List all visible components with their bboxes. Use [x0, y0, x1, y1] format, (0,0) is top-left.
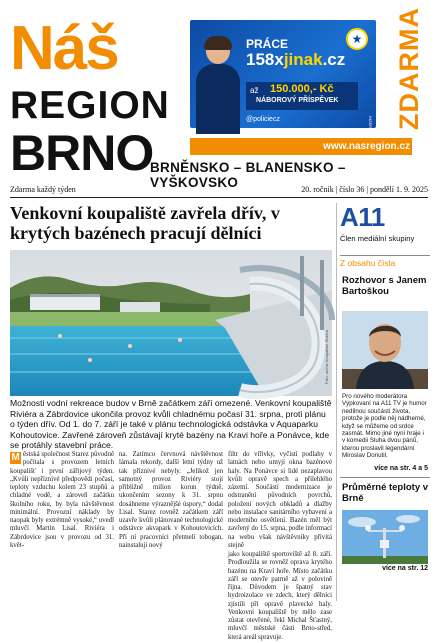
article-lead: Možnosti vodní rekreace budov v Brně začátkem září omezené. Venkovní koupaliště Riviéra a Zábrdovice ukončila provoz kvůli chladnému počasí 31. srpna, proti plánu o týden dřív. Od 1. do 7. září je také v plánu technologická odstávka v Aquaparku Kohoutovice. Zavřené zároveň zůstávají kryté bazény na Kravi hoře a Ponávce, kde se protáhly stavební práce.: [10, 398, 332, 451]
dropcap: M: [11, 452, 20, 463]
issue-number: 20. ročník | číslo 36 | pondělí 1. 9. 2025: [301, 185, 428, 194]
zdarma-label: ZDARMA: [394, 7, 424, 130]
police-recruitment-ad: [190, 20, 376, 134]
interview-teaser: Pro nového moderátora Výpkovaní na A11 TV je humor nedílnou součástí života, protože je podle něj nádherné, když se můžeme od srdce zasmát. Mimo jiné nyní hraje i v komedii Sluha dvou pánů, kterou proslavil legendární Miroslav Donutil.: [342, 393, 427, 460]
column-4-text: jako koupaliště sportoviště až 8. září. Prodloužila se rovněž oprava krytého bazénu na Kraví hoře. Místo začátku září se otevře patrně až v polovině října. Důvodem je špatný stav hydroizolace ve zdech, který dělníci zjistili při opravě plavecké haly. Venkovní koupaliště by mělo zase zůstat otevřené, řekl Michal Šťastný, mluvčí městské části Brno-střed, která areál spravuje.: [228, 551, 332, 641]
ad-social-handle: @policiecz: [246, 116, 280, 123]
sidebar-divider: [340, 477, 430, 478]
ad-subtitle: NÁBOROVÝ PŘÍSPĚVEK: [256, 97, 339, 104]
a11-logo[interactable]: A11: [340, 202, 385, 232]
logo-line-nas: Náš: [10, 14, 118, 83]
photo-credit: Foto: archiv Koupaliště Riviéra: [324, 330, 329, 385]
divider: [10, 197, 428, 198]
contents-heading: Z obsahu čísla: [340, 255, 430, 268]
temperature-page-ref[interactable]: více na str. 12: [382, 565, 428, 572]
article-column-3: [228, 451, 332, 643]
article-column-1: [10, 451, 114, 550]
column-divider: [336, 203, 337, 601]
interview-page-ref[interactable]: více na str. 4 a 5: [374, 465, 428, 472]
column-3-text: filtr do vířivky, vyčistí podlahy v latnách nebo umyjí okna bazénové haly. Na Ponávce si lidé nezaplavou kvůli opravě spech a přilehlého zázemí. Součástí modernizace je odstranění původních povrchů, položení nových obkladů a dlažby nebo instalace sanitárního vybavení a moderního osvětlení. Bazén měl být zavřený do 15. srpna, podle informací na webu však návštěvníky přivítá stejně: [228, 451, 332, 549]
article-body: [10, 451, 332, 641]
regions-line: BRNĚNSKO – BLANENSKO – VYŠKOVSKO: [150, 160, 346, 190]
interview-portrait-photo: [342, 311, 428, 389]
temperature-title[interactable]: Průměrné teploty v Brně: [342, 482, 429, 504]
free-weekly-label: Zdarma každý týden: [10, 185, 76, 194]
issue-info-line: [10, 183, 428, 197]
swimming-pool-photo: [10, 250, 332, 396]
police-star-icon: ★: [346, 28, 368, 50]
ad-amount-prefix: až: [250, 86, 259, 95]
sidebar: [340, 203, 430, 603]
ad-amount: 150.000,- Kč: [270, 83, 334, 95]
ad-title-line2: 158xjinak.cz: [246, 50, 346, 69]
interview-title[interactable]: Rozhovor s Janem Bartoškou: [342, 275, 427, 297]
weather-station-photo: [342, 510, 428, 564]
logo-line-region: REGION: [10, 84, 170, 127]
ad-title-line1: PRÁCE: [246, 37, 289, 51]
article-headline[interactable]: Venkovní koupaliště zavřela dřív, v krytých bazénech pracují dělníci: [10, 203, 280, 243]
ad-person-image: [196, 38, 240, 128]
logo-line-brno: BRNO: [10, 125, 154, 181]
ad-tiny-label: INZERCE: [368, 116, 373, 134]
a11-subtitle: Člen mediální skupiny: [340, 234, 415, 243]
article-column-2: na. Zatímco červnová návštěvnost lámala rekordy, další letní týdny už tak příznivé nebyly. „Jelikož jen samotný provoz Riviéry stojí přibližně milion korun týdně, ukončením sezony k 31. srpnu dosáhneme výraznějšé úspory,“ dodal Lisal. Starez rovněž začátkem září uzavře kvůli plánované technologické odstávce akvapark v Kohoutovicích. Při ní pracovníci přetmelí tobogan, nainstalují nový: [119, 451, 223, 549]
column-1-text: ěstská společnost Starez původně počítala s provozem letních koupališť i první zářijový týden. „Kvůli nepříznivé předpovědi počasí, teploty vzduchu kolem 23 stupňů a chladné vodě, a zároveň začátku školního roku, by byla návštěvnost minimální. Provozní náklady by naopak byly extrémně vysoké,“ uvedl mluvčí Martin Lisal. Riviéra i Zábrdovice jsou v provozu od 31. květ-: [10, 451, 114, 549]
website-link[interactable]: www.nasregion.cz: [323, 141, 410, 152]
